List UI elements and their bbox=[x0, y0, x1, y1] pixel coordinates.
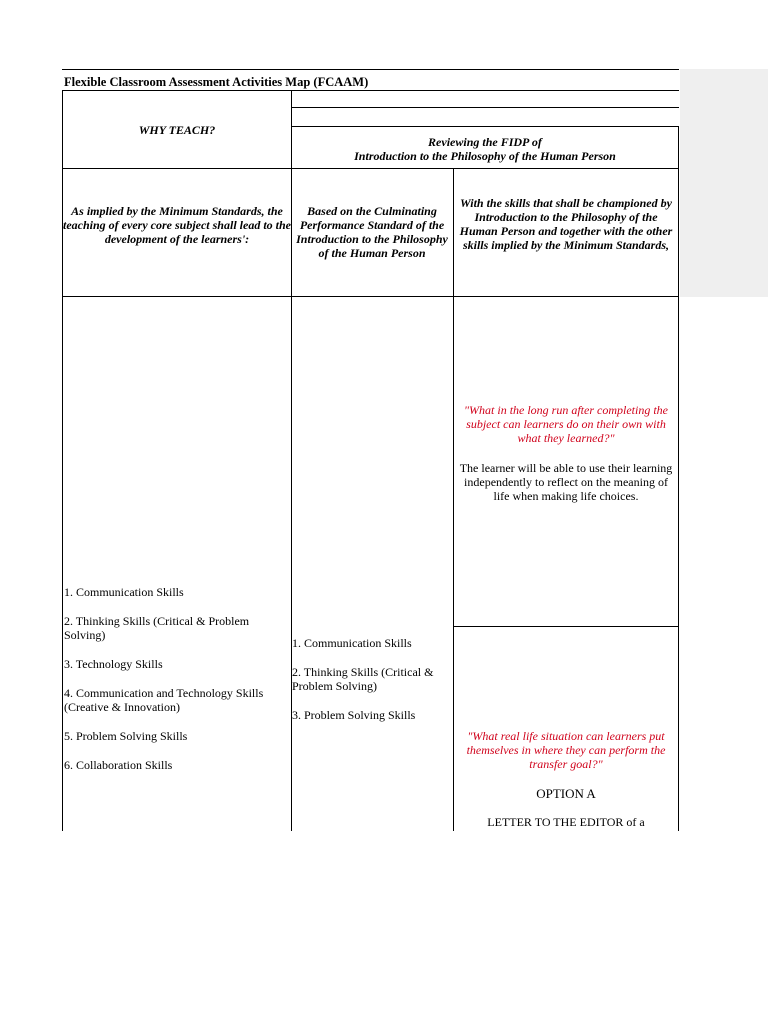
reviewing-line1: Reviewing the FIDP of bbox=[428, 135, 542, 149]
table-line bbox=[292, 107, 679, 108]
col1-skill-list bbox=[64, 585, 289, 787]
transfer-goal-answer: The learner will be able to use their learning independently to reflect on the meaning of life when making life choices. bbox=[459, 461, 673, 503]
col2-skill-list bbox=[292, 636, 452, 737]
table-border-top bbox=[62, 69, 679, 70]
question-real-life: "What real life situation can learners put themselves in where they can perform the transfer goal?" bbox=[466, 729, 666, 771]
list-item: 4. Communication and Technology Skills (Creative & Innovation) bbox=[64, 686, 264, 714]
list-item: 1. Communication Skills bbox=[64, 585, 184, 599]
table-line bbox=[453, 168, 454, 831]
table-line bbox=[62, 90, 679, 91]
list-item: 6. Collaboration Skills bbox=[64, 758, 173, 772]
reviewing-line2: Introduction to the Philosophy of the Human Person bbox=[354, 149, 616, 163]
list-item: 5. Problem Solving Skills bbox=[64, 729, 188, 743]
table-border-right bbox=[678, 126, 679, 831]
list-item: 1. Communication Skills bbox=[292, 636, 412, 650]
side-panel bbox=[680, 69, 768, 297]
list-item: 2. Thinking Skills (Critical & Problem Solving) bbox=[292, 665, 434, 693]
list-item: 2. Thinking Skills (Critical & Problem Solving) bbox=[64, 614, 250, 642]
letter-to-editor-text: LETTER TO THE EDITOR of a bbox=[487, 815, 645, 829]
why-teach-heading: WHY TEACH? bbox=[138, 123, 216, 137]
reviewing-heading bbox=[292, 135, 678, 163]
col1-header: As implied by the Minimum Standards, the teaching of every core subject shall lead to the development of the learners': bbox=[63, 204, 291, 246]
list-item: 3. Problem Solving Skills bbox=[292, 708, 416, 722]
table-border-left bbox=[62, 90, 63, 831]
table-line bbox=[453, 626, 679, 627]
table-line bbox=[62, 296, 679, 297]
col2-header: Based on the Culminating Performance Standard of the Introduction to the Philosophy of the Human Person bbox=[296, 204, 448, 260]
table-line bbox=[292, 126, 679, 127]
table-line bbox=[62, 168, 679, 169]
document-title: Flexible Classroom Assessment Activities Map (FCAAM) bbox=[64, 75, 369, 89]
option-a-label: OPTION A bbox=[536, 786, 596, 801]
question-long-run: "What in the long run after completing the subject can learners do on their own with what they learned?" bbox=[463, 403, 668, 445]
col3-header: With the skills that shall be championed by Introduction to the Philosophy of the Human Person and together with the other skills implied by the Minimum Standards, bbox=[459, 196, 673, 252]
list-item: 3. Technology Skills bbox=[64, 657, 163, 671]
